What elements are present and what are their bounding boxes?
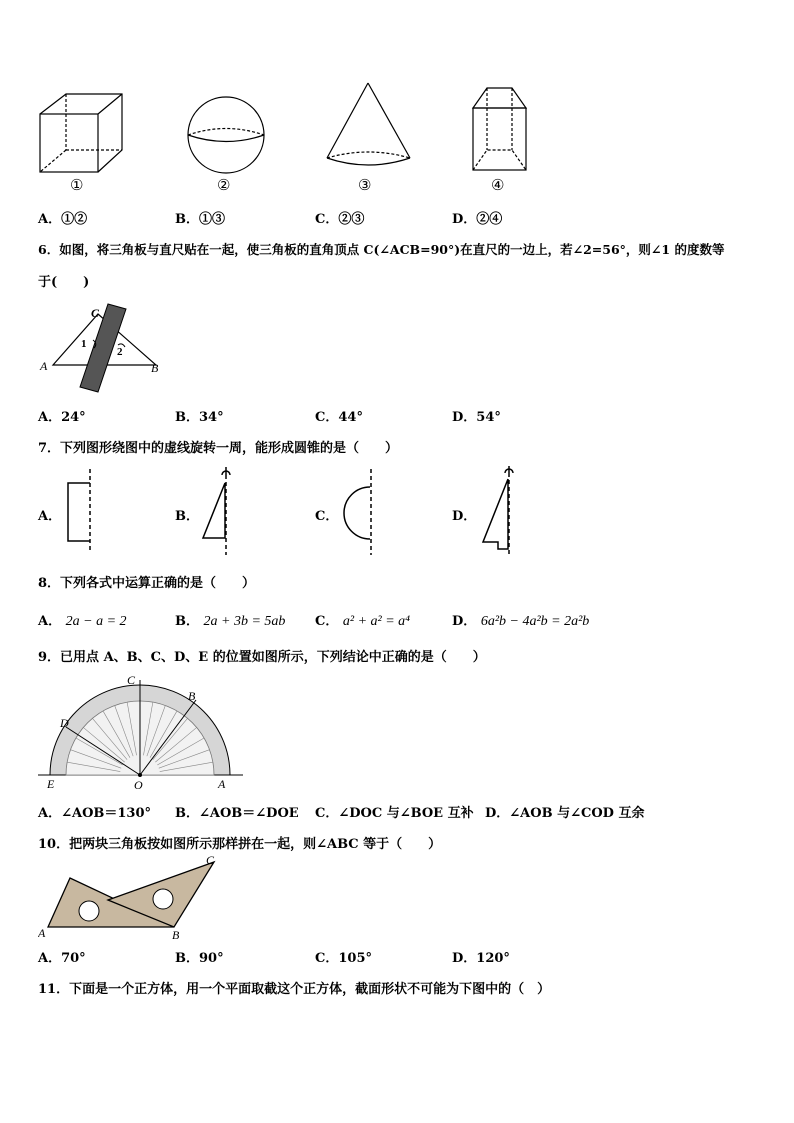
q6-option-a[interactable]: A．24° xyxy=(38,410,86,425)
q8-option-a-expr: 2a − a = 2 xyxy=(65,614,127,629)
point-b-label: B xyxy=(188,689,196,703)
q10-option-c[interactable]: C．105° xyxy=(315,951,372,966)
rotation-figures xyxy=(60,465,530,560)
solid-figures xyxy=(30,80,550,200)
vertex-a-label: A xyxy=(40,359,48,373)
angle-2-label: 2 xyxy=(117,346,123,358)
triangle-ruler-figure xyxy=(38,302,168,397)
q8-option-c-expr: a² + a² = a⁴ xyxy=(342,614,411,629)
q8-option-c[interactable] xyxy=(315,610,410,630)
q7-option-a[interactable]: A． xyxy=(38,509,62,524)
q6-option-b[interactable]: B．34° xyxy=(175,410,224,425)
figure-semicircle xyxy=(344,469,371,555)
figure-label-4: ④ xyxy=(491,176,505,194)
figure-label-3: ③ xyxy=(358,176,372,194)
q8-option-b-expr: 2a + 3b = 5ab xyxy=(203,614,286,629)
q6-question: 6．如图，将三角板与直尺贴在一起，使三角板的直角顶点 C(∠ACB=90°)在直尺的一边上，若∠2=56°，则∠1 的度数等 xyxy=(38,242,725,257)
q9-option-d[interactable]: D．∠AOB 与∠COD 互余 xyxy=(485,806,645,821)
q7-option-d[interactable]: D． xyxy=(452,509,477,524)
q9-option-c[interactable]: C．∠DOC 与∠BOE 互补 xyxy=(315,806,474,821)
vertex-c-label: C xyxy=(206,853,215,867)
vertex-c-label: C xyxy=(91,306,100,320)
cone-figure xyxy=(327,83,410,165)
cube-figure xyxy=(40,94,122,172)
q8-option-a-letter: A． xyxy=(38,614,62,629)
q5-option-b[interactable]: B．①③ xyxy=(175,212,225,227)
q8-option-b-letter: B． xyxy=(175,614,199,629)
vertex-b-label: B xyxy=(172,928,180,942)
figure-label-2: ② xyxy=(217,176,231,194)
q8-option-d-expr: 6a²b − 4a²b = 2a²b xyxy=(480,614,590,629)
point-e-label: E xyxy=(47,777,55,791)
q10-option-d[interactable]: D．120° xyxy=(452,951,510,966)
point-o-label: O xyxy=(134,778,143,792)
q9-question: 9．已用点 A、B、C、D、E 的位置如图所示，下列结论中正确的是（ ） xyxy=(38,650,486,665)
figure-label-1: ① xyxy=(70,176,84,194)
q5-option-d[interactable]: D．②④ xyxy=(452,212,503,227)
q9-option-a[interactable]: A．∠AOB＝130° xyxy=(38,806,152,821)
sphere-figure xyxy=(188,97,264,173)
q8-option-a[interactable] xyxy=(38,610,127,630)
q7-option-c[interactable]: C． xyxy=(315,509,339,524)
q7-option-b[interactable]: B． xyxy=(175,509,199,524)
q5-option-a[interactable]: A．①② xyxy=(38,212,88,227)
q10-option-b[interactable]: B．90° xyxy=(175,951,224,966)
q8-option-c-letter: C． xyxy=(315,614,339,629)
angle-1-label: 1 xyxy=(81,338,87,350)
q6-option-d[interactable]: D．54° xyxy=(452,410,501,425)
q10-option-a[interactable]: A．70° xyxy=(38,951,86,966)
vertex-a-label: A xyxy=(38,926,46,940)
q9-option-b[interactable]: B．∠AOB＝∠DOE xyxy=(175,806,299,821)
q7-question: 7．下列图形绕图中的虚线旋转一周，能形成圆锥的是（ ） xyxy=(38,441,399,456)
q8-option-d[interactable] xyxy=(452,610,589,630)
figure-rectangle xyxy=(68,469,90,553)
point-a-label: A xyxy=(218,777,226,791)
protractor-figure xyxy=(38,672,248,794)
point-c-label: C xyxy=(127,673,136,687)
q8-question: 8．下列各式中运算正确的是（ ） xyxy=(38,576,256,591)
q8-option-b[interactable] xyxy=(175,610,285,630)
q5-option-c[interactable]: C．②③ xyxy=(315,212,365,227)
q8-option-d-letter: D． xyxy=(452,614,477,629)
set-squares-figure xyxy=(38,852,223,944)
q6-question-cont: 于( ) xyxy=(38,275,90,290)
vertex-b-label: B xyxy=(151,361,159,375)
point-d-label: D xyxy=(60,716,69,730)
prism-figure xyxy=(473,88,526,170)
figure-triangle xyxy=(203,467,230,555)
figure-stepped-triangle xyxy=(483,466,513,557)
q6-option-c[interactable]: C．44° xyxy=(315,410,363,425)
q10-question: 10．把两块三角板按如图所示那样拼在一起，则∠ABC 等于（ ） xyxy=(38,837,442,852)
q11-question: 11．下面是一个正方体，用一个平面取截这个正方体，截面形状不可能为下图中的（ ） xyxy=(38,982,551,997)
